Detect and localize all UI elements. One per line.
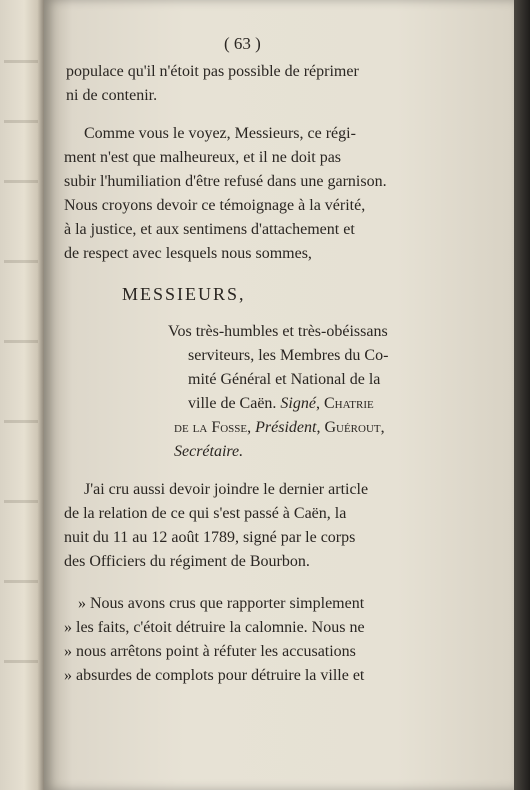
text-line: populace qu'il n'étoit pas possible de réprimer	[66, 63, 359, 80]
text-line: ment n'est que malheureux, et il ne doit pas	[64, 149, 342, 166]
text-line: à la justice, et aux sentimens d'attachement et	[64, 221, 355, 238]
signature-title-secretaire: Secrétaire.	[174, 443, 244, 460]
salutation-heading: MESSIEURS,	[122, 284, 246, 304]
quote-line: » absurdes de complots pour détruire la ville et	[64, 667, 365, 684]
quote-line: » les faits, c'étoit détruire la calomnie. Nous ne	[64, 619, 365, 636]
signature-line	[174, 418, 385, 438]
text-line: ni de contenir.	[66, 87, 158, 104]
signature-name-guerout: Guérout,	[324, 419, 385, 436]
text-line: Comme vous le voyez, Messieurs, ce régi-	[84, 125, 356, 142]
signature-comma: ,	[247, 419, 256, 436]
page-number: ( 63 )	[224, 34, 261, 53]
text-line: des Officiers du régiment de Bourbon.	[64, 553, 310, 570]
signature-text: ville de Caën.	[188, 395, 281, 412]
text-line: Nous croyons devoir ce témoignage à la vérité,	[64, 197, 366, 214]
signature-comma: ,	[315, 395, 324, 412]
signature-name-chatrie: Chatrie	[323, 395, 374, 412]
closing-line: serviteurs, les Membres du Co-	[188, 347, 389, 364]
book-cover-edge	[514, 0, 530, 790]
quote-line: » Nous avons crus que rapporter simplement	[78, 595, 365, 612]
closing-line: Vos très-humbles et très-obéissans	[168, 323, 388, 340]
text-line: subir l'humiliation d'être refusé dans une garnison.	[64, 173, 387, 190]
closing-line: mité Général et National de la	[188, 371, 381, 388]
signature-name-delafosse: de la Fosse	[174, 419, 248, 436]
text-line: J'ai cru aussi devoir joindre le dernier article	[84, 481, 369, 498]
signature-line	[188, 394, 374, 414]
facing-page-edge	[0, 0, 44, 790]
quote-line: » nous arrêtons point à réfuter les accusations	[64, 643, 356, 660]
signature-signed: Signé	[280, 395, 316, 412]
text-line: de respect avec lesquels nous sommes,	[64, 245, 312, 262]
text-line: nuit du 11 au 12 août 1789, signé par le corps	[64, 529, 356, 546]
signature-comma: ,	[316, 419, 325, 436]
signature-title-president: Président	[255, 419, 317, 436]
text-line: de la relation de ce qui s'est passé à Caën, la	[64, 505, 347, 522]
